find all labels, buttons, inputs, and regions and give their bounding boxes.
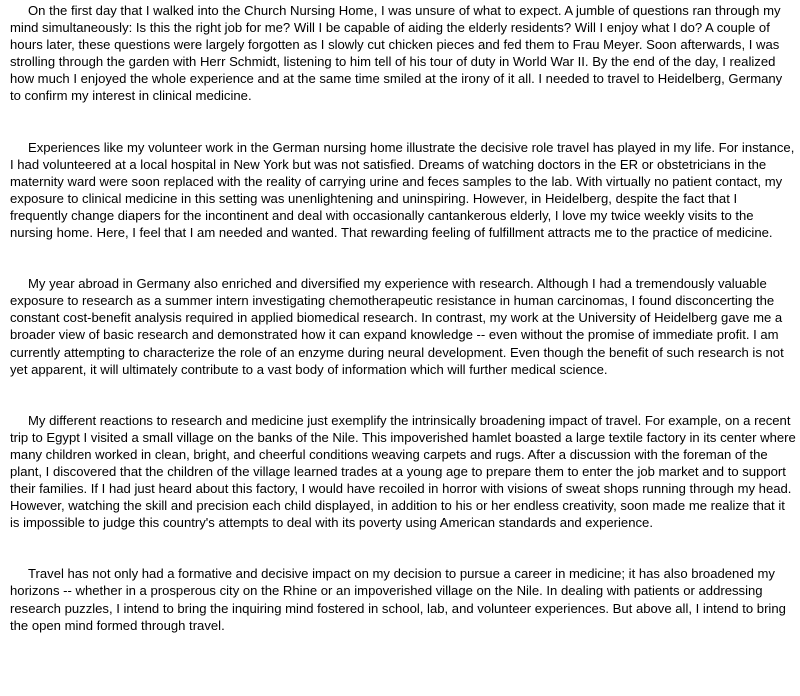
paragraph-gap [10, 105, 796, 139]
paragraph-gap [10, 378, 796, 412]
paragraph-nursing-home: On the first day that I walked into the Church Nursing Home, I was unsure of what to expect. A jumble of questions ran through my mind simultaneously: Is this the right job for me? Will I be capable of aiding the elderly residents? Will I enjoy what I do? A couple of hours later, these questions were largely forgotten as I slowly cut chicken pieces and fed them to Frau Meyer. Soon afterwards, I was strolling through the garden with Herr Schmidt, listening to him tell of his tour of duty in World War II. By the end of the day, I realized how much I enjoyed the whole experience and at the same time smiled at the irony of it all. I needed to travel to Heidelberg, Germany to confirm my interest in clinical medicine. [10, 3, 783, 104]
paragraph-conclusion: Travel has not only had a formative and decisive impact on my decision to pursue a career in medicine; it has also broadened my horizons -- whether in a prosperous city on the Rhine or an impoverished village on the Nile. In dealing with patients or addressing research puzzles, I intend to bring the inquiring mind fostered in school, lab, and volunteer experiences. But above all, I intend to bring the open mind formed through travel. [10, 566, 786, 633]
paragraph-gap [10, 241, 796, 275]
paragraph-egypt-trip: My different reactions to research and medicine just exemplify the intrinsically broadening impact of travel. For example, on a recent trip to Egypt I visited a small village on the banks of the Nile. This impoverished hamlet boasted a large textile factory in its center where many children worked in clean, bright, and cheerful conditions weaving carpets and rugs. After a discussion with the foreman of the plant, I discovered that the children of the village learned trades at a young age to prepare them to enter the job market and to support their families. If I had just heard about this factory, I would have recoiled in horror with visions of sweat shops running through my head. However, watching the skill and precision each child displayed, in addition to his or her endless creativity, soon made me realize that it is impossible to judge this country's attempts to deal with its poverty using American standards and experience. [10, 412, 796, 531]
paragraph-research: My year abroad in Germany also enriched and diversified my experience with research. Although I had a tremendously valuable exposure to research as a summer intern investigating chemotherapeutic resistance in human carcinomas, I found disconcerting the constant cost-benefit analysis required in applied biomedical research. In contrast, my work at the University of Heidelberg gave me a broader view of basic research and demonstrated how it can expand knowledge -- even without the promise of immediate profit. I am currently attempting to characterize the role of an enzyme during neural development. Even though the benefit of such research is not yet apparent, it will ultimately contribute to a vast body of information which will further medical science. [10, 276, 784, 377]
paragraph-volunteer-work: Experiences like my volunteer work in the German nursing home illustrate the decisive role travel has played in my life. For instance, I had volunteered at a local hospital in New York but was not satisfied. Dreams of watching doctors in the ER or obstetricians in the maternity ward were soon replaced with the reality of carrying urine and feces samples to the lab. With virtually no patient contact, my exposure to clinical medicine in this setting was unenlightening and uninspiring. However, in Heidelberg, despite the fact that I frequently change diapers for the incontinent and deal with occasionally cantankerous elderly, I love my twice weekly visits to the nursing home. Here, I feel that I am needed and wanted. That rewarding feeling of fulfillment attracts me to the practice of medicine. [10, 139, 795, 241]
paragraph-gap [10, 531, 796, 565]
